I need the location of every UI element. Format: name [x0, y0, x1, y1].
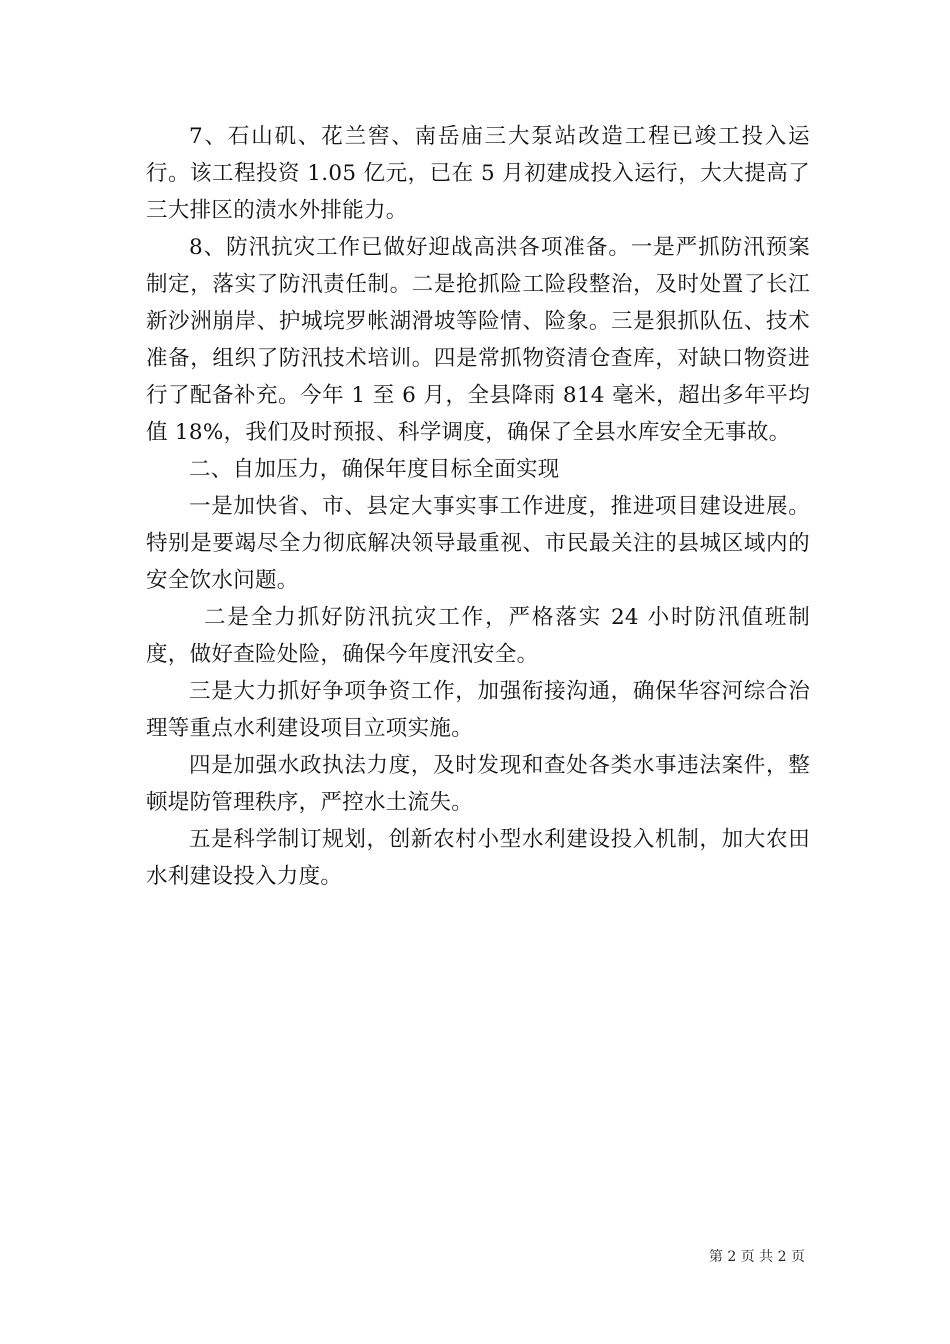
paragraph-item-1: 一是加快省、市、县定大事实事工作进度，推进项目建设进展。特别是要竭尽全力彻底解决领导最重视、市民最关注的县城区域内的安全饮水问题。 — [146, 494, 810, 593]
paragraph-item-2: 二是全力抓好防汛抗灾工作，严格落实 24 小时防汛值班制度，做好查险处险，确保今年度汛安全。 — [146, 605, 810, 667]
page-number-footer: 第 2 页 共 2 页 — [708, 1249, 805, 1265]
section-heading: 二、自加压力，确保年度目标全面实现 — [189, 457, 560, 482]
paragraph-item-4: 四是加强水政执法力度，及时发现和查处各类水事违法案件，整顿堤防管理秩序，严控水土流失。 — [146, 753, 810, 815]
paragraph-pumping-stations: 7、石山矶、花兰窖、南岳庙三大泵站改造工程已竣工投入运行。该工程投资 1.05 亿元，已在 5 月初建成投入运行，大大提高了三大排区的渍水外排能力。 — [146, 124, 810, 223]
paragraph-item-3: 三是大力抓好争项争资工作，加强衔接沟通，确保华容河综合治理等重点水利建设项目立项实施。 — [146, 679, 810, 741]
document-body — [146, 118, 810, 895]
paragraph-flood-prevention: 8、防汛抗灾工作已做好迎战高洪各项准备。一是严抓防汛预案制定，落实了防汛责任制。二是抢抓险工险段整治，及时处置了长江新沙洲崩岸、护城垸罗帐湖滑坡等险情、险象。三是狠抓队伍、技术准备，组织了防汛技术培训。四是常抓物资清仓查库，对缺口物资进行了配备补充。今年 1 至 6 月，全县降雨 814 毫米，超出多年平均值 18%，我们及时预报、科学调度，确保了全县水库安全无事故。 — [146, 235, 810, 445]
paragraph-item-5: 五是科学制订规划，创新农村小型水利建设投入机制，加大农田水利建设投入力度。 — [146, 827, 810, 889]
